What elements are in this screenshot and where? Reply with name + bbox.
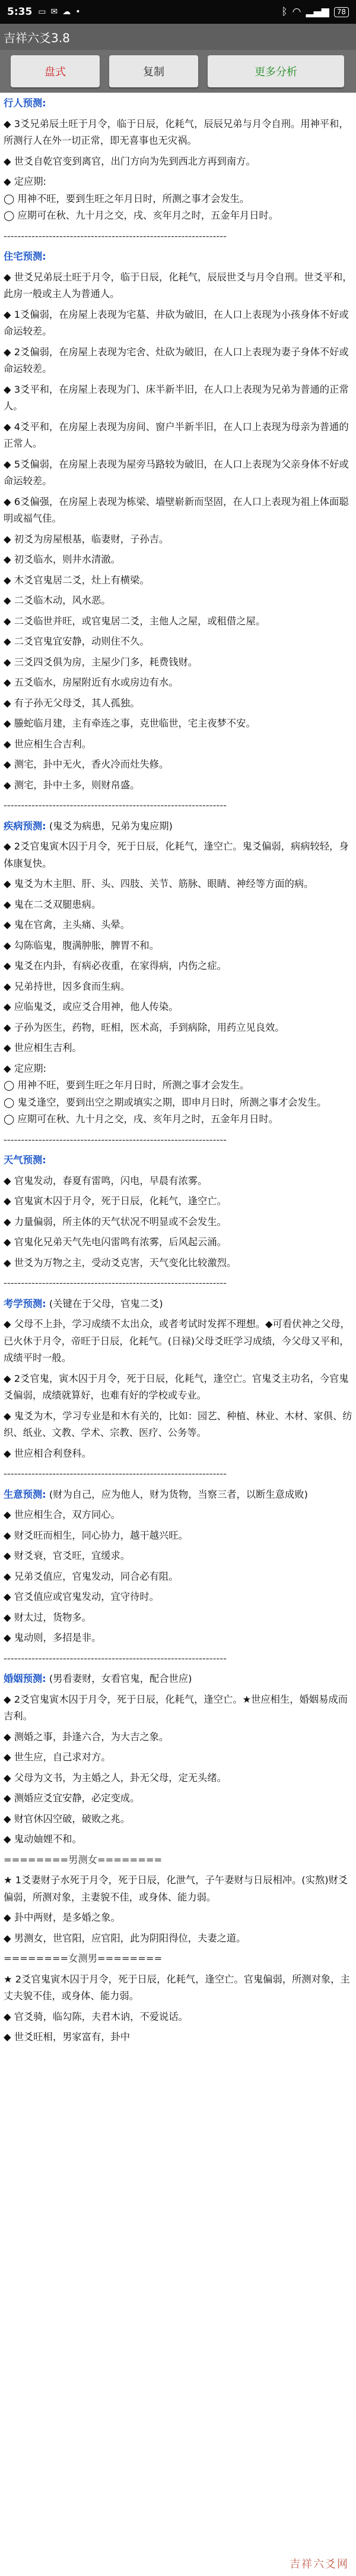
section-business-note: (财为自己，应为他人，财为货物，当察三者，以断生意成败) <box>49 1488 308 1500</box>
paragraph: ◆ 二爻官鬼宜安静，动则住不久。 <box>4 636 150 647</box>
paragraph: ◆ 木爻官鬼居二爻，灶上有横梁。 <box>4 574 150 586</box>
more-analysis-button[interactable]: 更多分析 <box>208 55 344 87</box>
section-house-title: 住宅预测: <box>4 251 46 262</box>
paragraph: ◆ 3爻平和，在房屋上表现为门、床半新半旧，在人口上表现为兄弟为普通的正常人。 <box>4 383 349 412</box>
paragraph: ◆ 测婚之事，卦逢六合，为大吉之象。 <box>4 1731 169 1742</box>
paragraph: ◆ 有子孙无父母爻，其人孤独。 <box>4 697 140 709</box>
copy-button[interactable]: 复制 <box>109 55 198 87</box>
app-title-bar <box>0 24 356 50</box>
paragraph: ◆ 1爻偏弱，在房屋上表现为宅墓、井砍为破旧，在人口上表现为小孩身体不好或命运较差。 <box>4 308 349 337</box>
paragraph: ◆ 男测女，世官阳，应官阳，此为阴阳得位，夫妻之道。 <box>4 1932 246 1944</box>
wifi-icon: ◠ <box>292 6 301 18</box>
paragraph: ◆ 世应相生合吉利。 <box>4 738 91 750</box>
paragraph: ◆ 测婚应爻宜安静，必定变成。 <box>4 1792 140 1804</box>
paragraph: ◆ 螣蛇临月建，主有牵连之事，克世临世，宅主夜梦不安。 <box>4 718 256 729</box>
bluetooth-icon: ᛒ <box>281 6 288 18</box>
paragraph: ◯ 应期可在秋、九十月之交，戌、亥年月之时，五金年月日时。 <box>4 210 278 221</box>
layout-button[interactable]: 盘式 <box>11 55 100 87</box>
paragraph: ◆ 勾陈临鬼，腹满肿胀，脾胃不和。 <box>4 939 159 951</box>
paragraph: ◆ 卦中两财，是多婚之象。 <box>4 1912 120 1923</box>
paragraph: ◆ 世爻兄弟辰土旺于月令，临于日辰，化耗气，辰辰世爻与月令自刑。世爻平和，此房一般或主人为普通人。 <box>4 271 352 299</box>
paragraph: ◆ 官鬼化兄弟天气先电闪雷鸣有浓雾，后风起云涌。 <box>4 1236 227 1248</box>
paragraph: ◆ 2爻官鬼，寅木囚于月令，死于日辰，化耗气，逢空亡。官鬼爻主功名，今官鬼爻偏弱，成绩就算好，也难有好的学校或专业。 <box>4 1372 349 1401</box>
paragraph: ◯ 用神不旺，要到生旺之年月日时，所测之事才会发生。 <box>4 192 250 204</box>
system-icons <box>281 6 349 18</box>
paragraph: ◆ 测宅，卦中无火，香火冷而灶失修。 <box>4 759 169 770</box>
paragraph: ◆ 兄弟持世，因多食而生病。 <box>4 980 131 992</box>
paragraph: ◆ 鬼动则，多招是非。 <box>4 1632 101 1643</box>
paragraph: ◆ 测宅，卦中土多，则财帛盛。 <box>4 779 140 791</box>
paragraph: ◆ 三爻四爻俱为房，主屋少门多，耗费钱财。 <box>4 656 198 668</box>
section-marriage-title: 婚姻预测: <box>4 1673 46 1684</box>
paragraph: ◆ 世爻旺相，男家富有，卦中 <box>4 2031 131 2043</box>
section-illness-title: 疾病预测: <box>4 820 46 832</box>
paragraph: ◆ 初爻临水，则井水清澈。 <box>4 554 120 565</box>
paragraph: ◆ 二爻临世并旺，或官鬼居二爻，主他人之屋，或租借之屋。 <box>4 615 266 627</box>
paragraph: ◆ 鬼爻为木主胆、肝、头、四肢、关节、筋脉、眼睛、神经等方面的病。 <box>4 878 314 889</box>
section-weather-title: 天气预测: <box>4 1154 46 1166</box>
paragraph: ◆ 5爻偏弱，在房屋上表现为屋旁马路较为破旧，在人口上表现为父亲身体不好或命运较差。 <box>4 458 349 487</box>
paragraph: ◆ 官爻值应或官鬼发动，宜守待时。 <box>4 1591 159 1602</box>
paragraph: ◆ 财爻旺而相生，同心协力，越干越兴旺。 <box>4 1529 188 1541</box>
paragraph: ◆ 官鬼寅木囚于月令，死于日辰，化耗气，逢空亡。 <box>4 1195 227 1207</box>
more-dot-icon: • <box>75 7 81 17</box>
paragraph: ◆ 财爻衰，官爻旺，宜缓求。 <box>4 1550 131 1561</box>
paragraph: ◆ 二爻临木动，风水恶。 <box>4 595 111 606</box>
signal-icon: ▂▄▆ <box>306 6 329 18</box>
paragraph: ◆ 世爻为万物之主，受动爻克害，天气变化比较激烈。 <box>4 1257 237 1268</box>
paragraph: ◆ 财太过，货物多。 <box>4 1611 91 1623</box>
section-exam-title: 考学预测: <box>4 1298 46 1309</box>
section-travel-title: 行人预测: <box>4 97 46 109</box>
paragraph: ◆ 官鬼发动，春夏有雷鸣，闪电，早晨有浓雾。 <box>4 1175 208 1186</box>
divider: ---------------------------------------------------------------- <box>4 1468 227 1479</box>
paragraph: ★ 2爻官鬼寅木囚于月令，死于日辰，化耗气，逢空亡。官鬼偏弱，所测对象，主丈夫貌不佳，或身体、能力弱。 <box>4 1973 350 2002</box>
notification-icons <box>38 7 80 17</box>
analysis-text[interactable] <box>0 93 356 2576</box>
paragraph: ◆ 五爻临水，房屋附近有水或房边有水。 <box>4 677 179 688</box>
paragraph: ◆ 2爻偏弱，在房屋上表现为宅舍、灶砍为破旧，在人口上表现为妻子身体不好或命运较差。 <box>4 346 349 374</box>
divider: ---------------------------------------------------------------- <box>4 800 227 811</box>
paragraph: ◆ 鬼爻为木，学习专业是和木有关的，比如：园艺、种植、林业、木材、家俱、纺织、纸业、文教、学术、宗教、医疗、公务等。 <box>4 1410 352 1438</box>
paragraph: ◆ 2爻官鬼寅木囚于月令，死于日辰，化耗气，逢空亡。★世应相生，婚姻易成而吉利。 <box>4 1693 348 1722</box>
paragraph: ◆ 鬼在官禽，主头痛、头晕。 <box>4 919 131 930</box>
paragraph: ◆ 父母不上卦，学习成绩不太出众，或者考试时发挥不理想。◆可看伏神之父母，已火休于月令，帝旺于日辰，化耗气。(日禄)父母爻旺学习成绩，今父母又平和，成绩平时一般。 <box>4 1318 350 1363</box>
paragraph: ◆ 3爻兄弟辰土旺于月令，临于日辰，化耗气，辰辰兄弟与月令自刑。用神平和，所测行人在外一切正常，即无喜事也无灾祸。 <box>4 118 349 146</box>
paragraph: ◆ 子孙为医生，药物，旺相，医术高，手到病除，用药立见良效。 <box>4 1021 285 1033</box>
paragraph: ◆ 2爻官鬼寅木囚于月令，死于日辰，化耗气，逢空亡。鬼爻偏弱，病病较轻，身体康复快。 <box>4 841 349 869</box>
paragraph: ◆ 世应相生合，双方同心。 <box>4 1509 120 1520</box>
paragraph: ◆ 鬼在二爻双腿患病。 <box>4 898 101 910</box>
divider: ---------------------------------------------------------------- <box>4 230 227 242</box>
paragraph: ◆ 世应相生吉利。 <box>4 1042 82 1053</box>
divider-female: ========女测男======== <box>4 1953 163 1964</box>
paragraph: ◆ 世爻自乾官变到离官，出门方向为先到西北方再到南方。 <box>4 155 256 167</box>
paragraph: ◆ 父母为文书，为主婚之人，卦无父母，定无头绪。 <box>4 1772 227 1783</box>
paragraph: ◆ 世应相合利登科。 <box>4 1447 91 1459</box>
paragraph: ◆ 兄弟爻值应，官鬼发动，同合必有阻。 <box>4 1570 179 1582</box>
section-illness-note: (鬼爻为病患，兄弟为鬼应期) <box>49 820 173 832</box>
paragraph: ◆ 鬼动妯娌不和。 <box>4 1833 82 1845</box>
paragraph: ◆ 初爻为房屋根基，临妻财，子孙吉。 <box>4 533 169 545</box>
paragraph: ◆ 鬼爻在内卦，有病必夜重，在家得病，内伤之症。 <box>4 960 227 971</box>
message-icon: ▭ <box>38 7 46 17</box>
paragraph: ◆ 定应期: <box>4 1062 47 1074</box>
paragraph: ◆ 定应期: <box>4 176 47 187</box>
paragraph: ◯ 用神不旺，要到生旺之年月日时，所测之事才会发生。 <box>4 1079 250 1091</box>
divider-male: ========男测女======== <box>4 1854 163 1865</box>
paragraph: ◯ 鬼爻逢空，要到出空之期或填实之期，即申月日时，所测之事才会发生。 <box>4 1096 327 1108</box>
paragraph: ◆ 力量偏弱，所主体的天气状况不明显或不会发生。 <box>4 1216 227 1227</box>
mail-icon: ✉ <box>50 7 58 17</box>
paragraph: ◯ 应期可在秋、九十月之交，戌、亥年月之时，五金年月日时。 <box>4 1113 278 1125</box>
clock: 5:35 <box>7 6 33 18</box>
paragraph: ◆ 财官休囚空破，破败之兆。 <box>4 1813 131 1824</box>
battery-icon: 78 <box>334 7 349 17</box>
paragraph: ★ 1爻妻财子水死于月令，死于日辰，化泄气，子午妻财与日辰相冲。(实熬)财爻偏弱，所测对象，主妻貌不佳，或身体、能力弱。 <box>4 1874 348 1903</box>
paragraph: ◆ 官爻骑，临勾陈，夫君木讷，不爱说话。 <box>4 2010 188 2022</box>
site-watermark: 吉祥六爻网 <box>290 2558 349 2571</box>
cloud-icon: ☁ <box>62 7 71 17</box>
status-bar <box>0 0 356 24</box>
section-marriage-note: (男看妻财，女看官鬼，配合世应) <box>49 1673 192 1684</box>
divider: ---------------------------------------------------------------- <box>4 1134 227 1145</box>
toolbar <box>0 50 356 93</box>
paragraph: ◆ 应临鬼爻，或应爻合用神，他人传染。 <box>4 1001 179 1012</box>
app-title: 吉祥六爻3.8 <box>4 30 70 45</box>
paragraph: ◆ 4爻平和，在房屋上表现为房间、窗户半新半旧，在人口上表现为母亲为普通的正常人。 <box>4 421 349 449</box>
divider: ---------------------------------------------------------------- <box>4 1277 227 1289</box>
paragraph: ◆ 世生应，自己求对方。 <box>4 1751 111 1763</box>
divider: ---------------------------------------------------------------- <box>4 1652 227 1664</box>
section-business-title: 生意预测: <box>4 1488 46 1500</box>
paragraph: ◆ 6爻偏强，在房屋上表现为栋梁、墙壁崭新而坚固，在人口上表现为祖上体面聪明或福气佳。 <box>4 495 349 524</box>
section-exam-note: (关键在于父母，官鬼二爻) <box>49 1298 163 1309</box>
